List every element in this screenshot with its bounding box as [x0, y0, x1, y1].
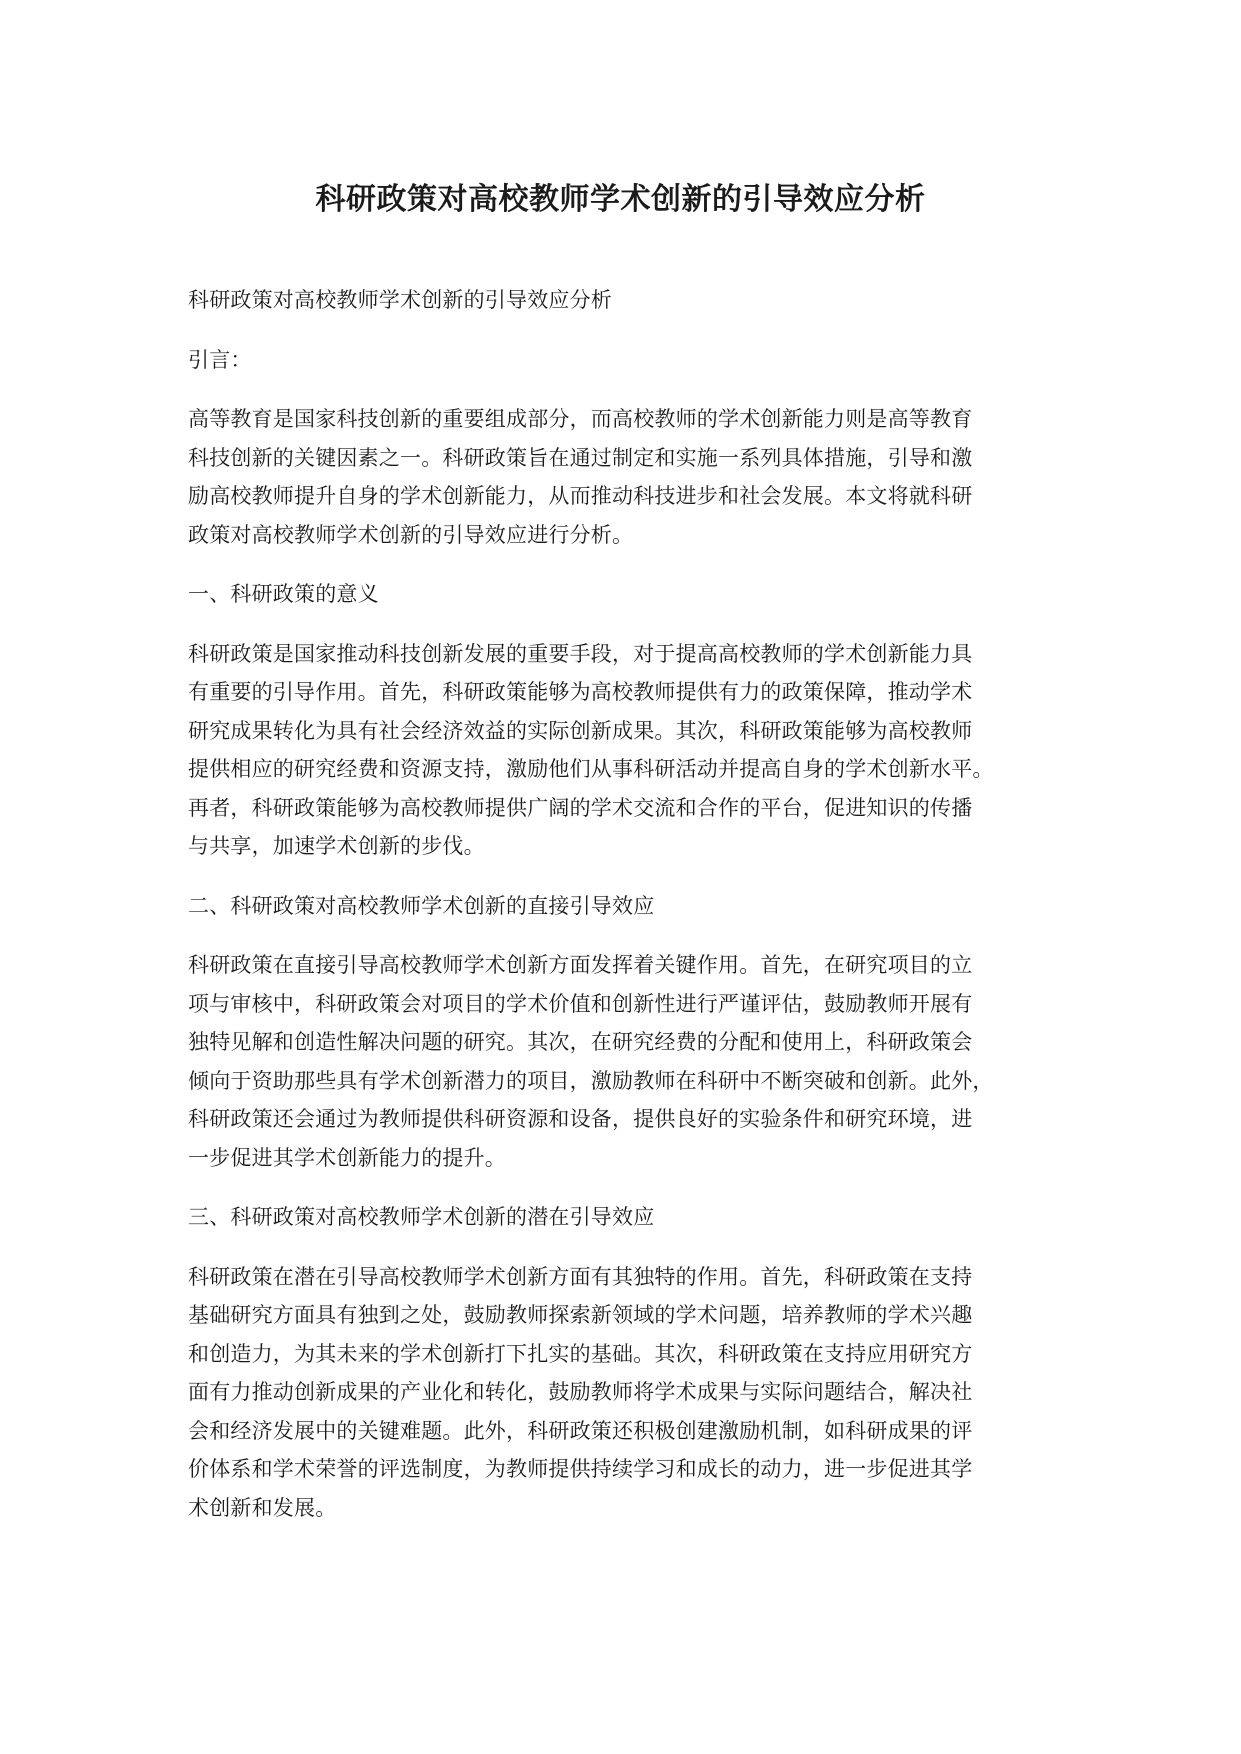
intro-paragraph	[188, 400, 1068, 554]
paragraph-line: 提供相应的研究经费和资源支持，激励他们从事科研活动并提高自身的学术创新水平。	[188, 757, 994, 781]
paragraph-line: 再者，科研政策能够为高校教师提供广阔的学术交流和合作的平台，促进知识的传播	[188, 795, 973, 820]
paragraph-line: 倾向于资助那些具有学术创新潜力的项目，激励教师在科研中不断突破和创新。此外，	[188, 1068, 994, 1093]
paragraph-line: 一步促进其学术创新能力的提升。	[188, 1145, 506, 1170]
paragraph-line: 基础研究方面具有独到之处，鼓励教师探索新领域的学术问题，培养教师的学术兴趣	[188, 1303, 973, 1327]
paragraph-line: 面有力推动创新成果的产业化和转化，鼓励教师将学术成果与实际问题结合，解决社	[188, 1380, 973, 1404]
paragraph-line: 会和经济发展中的关键难题。此外，科研政策还积极创建激励机制，如科研成果的评	[188, 1418, 973, 1443]
paragraph-line: 和创造力，为其未来的学术创新打下扎实的基础。其次，科研政策在支持应用研究方	[188, 1341, 973, 1366]
intro-line: 政策对高校教师学术创新的引导效应进行分析。	[188, 522, 634, 547]
paragraph-line: 科研政策在直接引导高校教师学术创新方面发挥着关键作用。首先，在研究项目的立	[188, 953, 973, 977]
paragraph-line: 科研政策在潜在引导高校教师学术创新方面有其独特的作用。首先，科研政策在支持	[188, 1264, 973, 1289]
paragraph-line: 研究成果转化为具有社会经济效益的实际创新成果。其次，科研政策能够为高校教师	[188, 718, 973, 743]
section-paragraph-1	[188, 635, 1068, 866]
document-body	[188, 281, 1068, 1548]
section-heading-3: 三、科研政策对高校教师学术创新的潜在引导效应	[188, 1205, 655, 1229]
document-title: 科研政策对高校教师学术创新的引导效应分析	[315, 182, 926, 217]
paragraph-line: 独特见解和创造性解决问题的研究。其次，在研究经费的分配和使用上，科研政策会	[188, 1030, 973, 1054]
intro-label: 引言：	[188, 347, 252, 372]
paragraph-line: 与共享，加速学术创新的步伐。	[188, 834, 485, 858]
paragraph-line: 术创新和发展。	[188, 1495, 337, 1520]
section-heading-1: 一、科研政策的意义	[188, 582, 379, 606]
paragraph-line: 价体系和学术荣誉的评选制度，为教师提供持续学习和成长的动力，进一步促进其学	[188, 1457, 973, 1481]
section-heading-2: 二、科研政策对高校教师学术创新的直接引导效应	[188, 893, 655, 918]
paragraph-line: 项与审核中，科研政策会对项目的学术价值和创新性进行严谨评估，鼓励教师开展有	[188, 991, 973, 1016]
intro-line: 励高校教师提升自身的学术创新能力，从而推动科技进步和社会发展。本文将就科研	[188, 484, 973, 508]
section-paragraph-2	[188, 946, 1068, 1177]
section-paragraph-3	[188, 1258, 1068, 1528]
document-subtitle: 科研政策对高校教师学术创新的引导效应分析	[188, 288, 612, 312]
paragraph-line: 有重要的引导作用。首先，科研政策能够为高校教师提供有力的政策保障，推动学术	[188, 680, 973, 704]
intro-line: 科技创新的关键因素之一。科研政策旨在通过制定和实施一系列具体措施，引导和激	[188, 445, 973, 470]
intro-line: 高等教育是国家科技创新的重要组成部分，而高校教师的学术创新能力则是高等教育	[188, 407, 973, 431]
paragraph-line: 科研政策还会通过为教师提供科研资源和设备，提供良好的实验条件和研究环境，进	[188, 1107, 973, 1131]
paragraph-line: 科研政策是国家推动科技创新发展的重要手段，对于提高高校教师的学术创新能力具	[188, 641, 973, 666]
